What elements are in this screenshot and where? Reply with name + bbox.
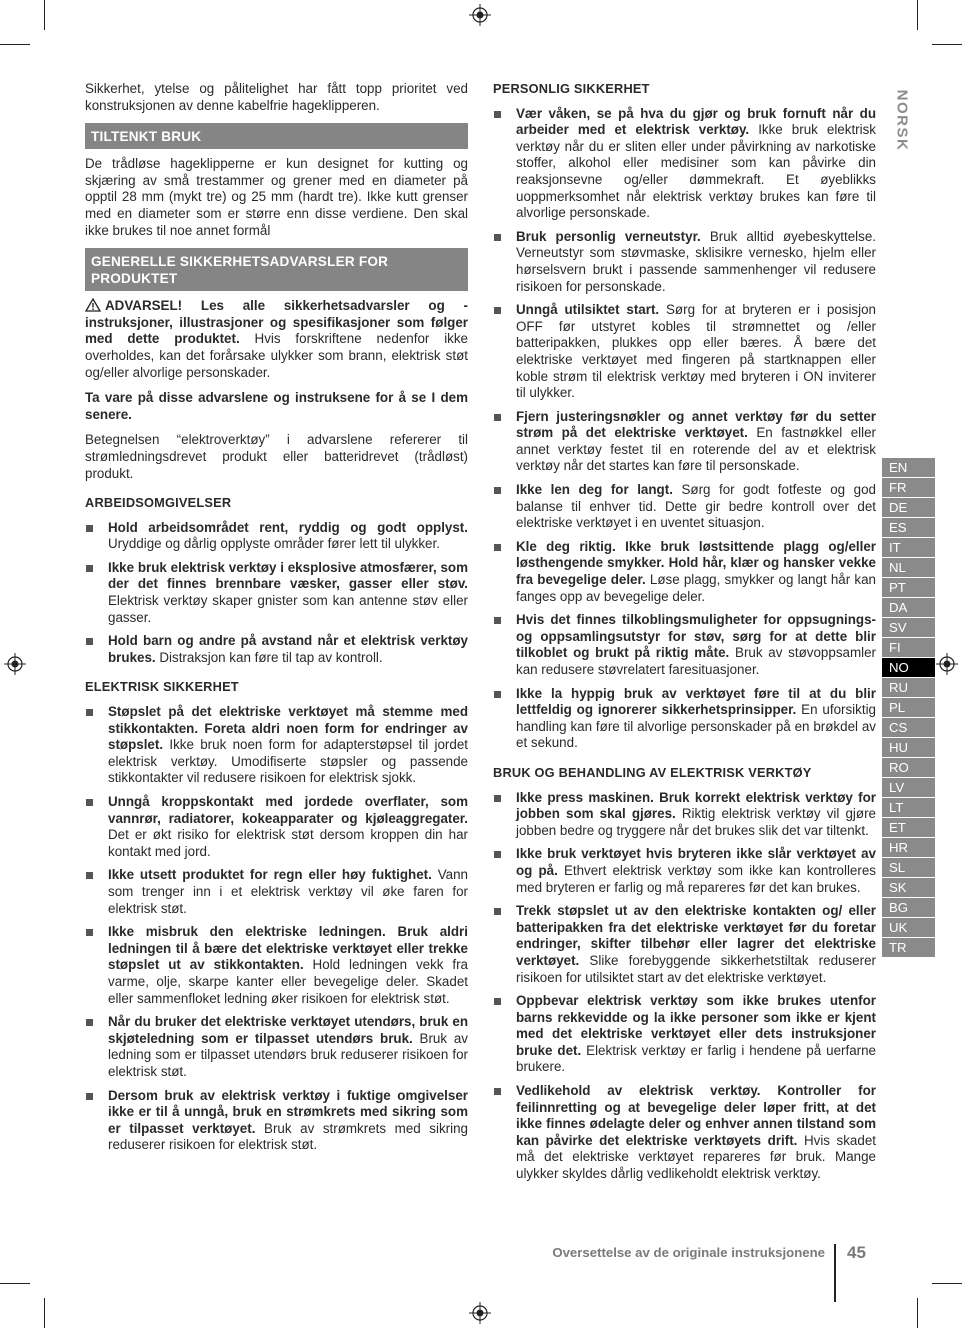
- list-item: [493, 790, 876, 840]
- list-item-bold: Ikke bruk elektrisk verktøy i eksplosive atmosfærer, som der det finnes brennbare væsker, gasser eller støv.: [108, 559, 468, 592]
- registration-mark-icon: [469, 4, 491, 26]
- bullet-square-icon: [494, 908, 501, 915]
- list-item-text: Sørg for godt fotfeste og god balanse til enhver tid. Dette gir bedre kontroll over det elektriske verktøyet i en uventet situasjon.: [516, 482, 876, 531]
- list-item-text: Vann som trenger inn i et elektrisk verktøy vil øke faren for elektrisk støt.: [108, 867, 468, 916]
- crop-mark: [917, 0, 918, 30]
- list-item-bold: Kle deg riktig. Ikke bruk løstsittende plagg og/eller løsthengende smykker. Hold hår, klær og hansker vekke fra bevegelige deler.: [516, 538, 876, 588]
- subheading-electrical-safety: ELEKTRISK SIKKERHET: [85, 679, 239, 695]
- list-item-text: Elektrisk verktøy skaper gnister som kan antenne støv eller gasser.: [108, 593, 468, 625]
- registration-mark-icon: [4, 653, 26, 675]
- intended-use-text: De trådløse hageklipperne er kun designet for kutting og skjæring av små trestammer og grener med en diameter på opptil 28 mm (mykt tre) og 25 mm (hardt tre). Ikke kutt grenser med en diameter som er større enn disse verdiene. Den skal ikke brukes til noe annet formål: [85, 156, 468, 238]
- language-tab-da[interactable]: DA: [882, 598, 935, 618]
- language-tab-fi[interactable]: FI: [882, 638, 935, 658]
- language-tab-sl[interactable]: SL: [882, 858, 935, 878]
- bullet-square-icon: [494, 691, 501, 698]
- bullet-square-icon: [86, 638, 93, 645]
- list-item: [85, 924, 468, 1007]
- list-item: [85, 633, 468, 666]
- list-item: [493, 903, 876, 986]
- list-item-bold: Unngå utilsiktet start.: [516, 302, 660, 318]
- list-item-bold: Ikke len deg for langt.: [516, 482, 673, 498]
- language-tab-it[interactable]: IT: [882, 538, 935, 558]
- crop-mark: [0, 44, 30, 45]
- registration-mark-icon: [936, 653, 958, 675]
- list-item: [85, 1014, 468, 1080]
- list-item-text: Det er økt risiko for elektrisk støt dersom kroppen din har kontakt med jord.: [108, 827, 468, 859]
- list-item-bold: Ikke press maskinen. Bruk korrekt elektrisk verktøy for jobben som skal gjøres.: [516, 789, 876, 822]
- warning-text: Hvis forskriftene nedenfor ikke overholdes, kan det forårsake ulykker som brann, elektrisk støt og/eller alvorlige personskader.: [85, 331, 469, 380]
- list-item-bold: Vær våken, se på hva du gjør og bruk fornuft når du arbeider med et elektrisk verktøy.: [516, 105, 876, 138]
- list-item-bold: Hold arbeidsområdet rent, ryddig og godt opplyst.: [108, 519, 468, 535]
- keep-instructions: Ta vare på disse advarslene og instruksene for å se I dem senere.: [85, 390, 468, 422]
- list-item-text: Ikke bruk elektrisk verktøy når du er sliten eller under påvirkning av narkotiske stoffer, alkohol eller medisiner som kan påvirke din reaksjonsevne og/eller dømmekraft. Et øyeblikks uoppmerksomhet når elektrisk verktøy brukes kan føre til alvorlige personskade.: [516, 122, 876, 221]
- list-item: [493, 993, 876, 1076]
- list-item-bold: Vedlikehold av elektrisk verktøy. Kontroller for feilinnretting og at bevegelige deler løper fritt, at det ikke finnes ødelagte deler og enhver annen tilstand som kan påvirke det elektriske verktøyets drift.: [516, 1083, 876, 1148]
- left-column: [85, 81, 468, 1161]
- language-tab-tr[interactable]: TR: [882, 938, 935, 958]
- crop-mark: [0, 1283, 30, 1284]
- list-item: [493, 482, 876, 532]
- list-item-bold: Fjern justeringsnøkler og annet verktøy før du setter strøm på det elektriske verktøyet.: [516, 408, 876, 441]
- section-heading-general-warnings: GENERELLE SIKKERHETSADVARSLER FOR PRODUKTET: [85, 248, 468, 291]
- language-tab-sv[interactable]: SV: [882, 618, 935, 638]
- crop-mark: [917, 1298, 918, 1328]
- list-item: [85, 560, 468, 626]
- list-item: [85, 520, 468, 553]
- list-item-text: Hold ledningen vekk fra varme, olje, skarpe kanter eller bevegelige deler. Skadet eller sammenfloket ledning øker risikoen for elektrisk støt.: [108, 957, 469, 1006]
- list-item-bold: Trekk støpslet ut av den elektriske kontakten og/ eller batteripakken fra det elektriske verktøyet før du foretar endringer, skifter tilbehør eller lagrer det elektriske verktøyet.: [516, 903, 876, 968]
- list-item-text: Bruk av ledning som er tilpasset utendørs bruk reduserer risikoen for elektrisk støt.: [108, 1030, 468, 1079]
- list-item-text: Ikke bruk noen form for adapterstøpsel til jordet elektrisk verktøy. Umodifiserte støpsler og passende stikkontakter vil redusere risikoen for elektrisk sjokk.: [108, 737, 468, 786]
- footer-divider: [834, 1244, 836, 1302]
- list-item: [493, 846, 876, 896]
- list-item: [85, 867, 468, 917]
- bullet-square-icon: [86, 872, 93, 879]
- language-tab-pl[interactable]: PL: [882, 698, 935, 718]
- language-tabs: [882, 458, 935, 958]
- bullet-square-icon: [86, 709, 93, 716]
- language-tab-pt[interactable]: PT: [882, 578, 935, 598]
- list-item-bold: Ikke misbruk den elektriske ledningen. Bruk aldri ledningen til å bære det elektriske verktøyet eller trekke støpslet ut av stikkontakten.: [108, 924, 468, 973]
- language-tab-fr[interactable]: FR: [882, 478, 935, 498]
- language-tab-bg[interactable]: BG: [882, 898, 935, 918]
- list-item: [493, 1083, 876, 1183]
- language-tab-et[interactable]: ET: [882, 818, 935, 838]
- tool-use-list: [493, 790, 876, 1183]
- intro-paragraph: Sikkerhet, ytelse og pålitelighet har fått topp prioritet ved konstruksjonen av denne kabelfrie hageklipperen.: [85, 81, 468, 113]
- language-tab-no[interactable]: NO: [882, 658, 935, 678]
- list-item-bold: Hvis det finnes tilkoblingsmuligheter for oppsugnings- og oppsamlingsutstyr for støv, sørg for at dette blir tilkoblet og brukt på riktig måte.: [516, 612, 876, 661]
- list-item-bold: Hold barn og andre på avstand når et elektrisk verktøy brukes.: [108, 633, 468, 665]
- list-item-bold: Bruk personlig verneutstyr.: [516, 228, 701, 244]
- page-number: 45: [847, 1243, 866, 1262]
- crop-mark: [932, 1283, 962, 1284]
- list-item-bold: Ikke utsett produktet for regn eller høy fuktighet.: [108, 867, 432, 883]
- bullet-square-icon: [494, 487, 501, 494]
- list-item-text: Distraksjon kan føre til tap av kontroll.: [155, 649, 383, 665]
- side-language-title: [886, 85, 918, 155]
- language-tab-sk[interactable]: SK: [882, 878, 935, 898]
- definition-paragraph: Betegnelsen “elektroverktøy” i advarslene refererer til strømledningsdrevet produkt eller batteridrevet (trådløst) produkt.: [85, 432, 468, 481]
- list-item-text: Bruk av strømkrets med sikring reduserer risikoen for elektrisk støt.: [108, 1120, 468, 1153]
- section-heading-intended-use: TILTENKT BRUK: [85, 123, 468, 149]
- list-item-text: En uforsiktig handling kan føre til alvorlige personskader på en brøkdel av et sekund.: [516, 702, 876, 751]
- side-title-text: NORSK: [893, 89, 911, 152]
- language-tab-es[interactable]: ES: [882, 518, 935, 538]
- list-item: [493, 302, 876, 402]
- list-item-text: Sørg for at bryteren er i posisjon OFF før utstyret kobles til strømnettet og /eller batteripakken, plukkes opp eller bæres. Å bære det elektriske verktøyet med fingeren på startknappen eller koble strøm til elektrisk verktøy med bryteren i ON inviterer til ulykker.: [516, 302, 876, 401]
- list-item-text: Hvis skadet må det elektriske verktøyet repareres før bruk. Mange ulykker skyldes dårlig vedlikeholdt elektrisk verktøy.: [516, 1132, 876, 1182]
- language-tab-lv[interactable]: LV: [882, 778, 935, 798]
- language-tab-de[interactable]: DE: [882, 498, 935, 518]
- list-item-bold: Oppbevar elektrisk verktøy som ikke brukes utenfor barns rekkevidde og la ikke personer som ikke er kjent med det elektriske verktøyet eller dets instruksjoner bruke det.: [516, 993, 876, 1058]
- bullet-square-icon: [494, 307, 501, 314]
- list-item: [493, 539, 876, 605]
- warning-paragraph: [85, 298, 468, 381]
- list-item-text: Ethvert elektrisk verktøy som ikke kan kontrolleres med bryteren er farlig og må repareres før det kan brukes.: [516, 862, 876, 895]
- list-item-text: Riktig elektrisk verktøy vil gjøre jobben bedre og tryggere når det brukes slik det var tiltenkt.: [516, 806, 876, 838]
- bullet-square-icon: [494, 234, 501, 241]
- list-item-bold: Dersom bruk av elektrisk verktøy i fuktige omgivelser ikke er til å unngå, bruk en strømkrets med sikring som er tilpasset verktøyet.: [108, 1087, 468, 1136]
- crop-mark: [932, 44, 962, 45]
- warning-triangle-icon: [85, 298, 101, 312]
- bullet-square-icon: [494, 111, 501, 118]
- list-item-text: Bruk alltid øyebeskyttelse. Verneutstyr som støvmaske, sklisikre vernesko, hjelm eller hørselsvern brukt i passende sammenhenger vil redusere risikoen for personskade.: [516, 228, 876, 294]
- list-item-bold: Når du bruker det elektriske verktøyet utendørs, bruk en skjøteledning som er tilpasset utendørs bruk.: [108, 1014, 468, 1046]
- bullet-square-icon: [86, 565, 93, 572]
- bullet-square-icon: [86, 1093, 93, 1100]
- electrical-safety-list: [85, 704, 468, 1154]
- language-tab-en[interactable]: EN: [882, 458, 935, 478]
- language-tab-ru[interactable]: RU: [882, 678, 935, 698]
- language-tab-lt[interactable]: LT: [882, 798, 935, 818]
- list-item: [493, 229, 876, 295]
- language-tab-cs[interactable]: CS: [882, 718, 935, 738]
- bullet-square-icon: [86, 525, 93, 532]
- language-tab-ro[interactable]: RO: [882, 758, 935, 778]
- list-item: [493, 612, 876, 678]
- crop-mark: [44, 1298, 45, 1328]
- list-item-bold: Ikke la hyppig bruk av verktøyet føre til at du blir lettfeldig og ignorerer sikkerhetsprinsipper.: [516, 685, 876, 718]
- language-tab-hr[interactable]: HR: [882, 838, 935, 858]
- list-item: [85, 1088, 468, 1154]
- right-column: [493, 81, 876, 1190]
- list-item-bold: Unngå kroppskontakt med jordede overflater, som vannrør, radiatorer, kokeapparater og kjøleaggregater.: [108, 794, 468, 826]
- personal-safety-list: [493, 106, 876, 752]
- list-item-text: Løse plagg, smykker og langt hår kan fanges opp av bevegelige deler.: [516, 572, 876, 604]
- bullet-square-icon: [86, 1019, 93, 1026]
- bullet-square-icon: [86, 799, 93, 806]
- list-item: [493, 106, 876, 222]
- bullet-square-icon: [494, 414, 501, 421]
- bullet-square-icon: [494, 544, 501, 551]
- registration-mark-icon: [469, 1302, 491, 1324]
- subheading-work-area: ARBEIDSOMGIVELSER: [85, 495, 232, 511]
- list-item-bold: Støpslet på det elektriske verktøyet må stemme med stikkontakten. Foreta aldri noen form for endringer av støpslet.: [108, 704, 468, 753]
- footer-translation-note: Oversettelse av de originale instruksjonene: [552, 1245, 825, 1260]
- subheading-personal-safety: PERSONLIG SIKKERHET: [493, 81, 650, 96]
- list-item-text: Elektrisk verktøy er farlig i hendene på uerfarne brukere.: [516, 1042, 876, 1075]
- list-item: [493, 686, 876, 752]
- list-item: [493, 409, 876, 475]
- list-item: [85, 794, 468, 860]
- crop-mark: [44, 0, 45, 30]
- list-item: [85, 704, 468, 787]
- subheading-tool-use-care: BRUK OG BEHANDLING AV ELEKTRISK VERKTØY: [493, 764, 812, 780]
- list-item-bold: Ikke bruk verktøyet hvis bryteren ikke slår verktøyet av og på.: [516, 846, 876, 878]
- language-tab-hu[interactable]: HU: [882, 738, 935, 758]
- bullet-square-icon: [86, 929, 93, 936]
- bullet-square-icon: [494, 795, 501, 802]
- warning-bold: ADVARSEL! Les alle sikkerhetsadvarsler og -instruksjoner, illustrasjoner og spesifikasjoner som følger med dette produktet.: [85, 298, 468, 347]
- bullet-square-icon: [494, 1088, 501, 1095]
- bullet-square-icon: [494, 851, 501, 858]
- language-tab-uk[interactable]: UK: [882, 918, 935, 938]
- list-item-text: Slike forebyggende sikkerhetstiltak reduserer risikoen for utilsiktet start av det elektriske verktøyet.: [516, 952, 876, 985]
- list-item-text: Uryddige og dårlig opplyste områder fører lett til ulykker.: [108, 536, 440, 552]
- work-area-list: [85, 520, 468, 667]
- bullet-square-icon: [494, 617, 501, 624]
- list-item-text: Bruk av støvoppsamler kan redusere støvrelatert faresituasjoner.: [516, 645, 876, 677]
- list-item-text: En fastnøkkel eller annet verktøy festet til en roterende del av et elektrisk verktøy når det startes kan føre til personskade.: [516, 425, 876, 474]
- language-tab-nl[interactable]: NL: [882, 558, 935, 578]
- bullet-square-icon: [494, 998, 501, 1005]
